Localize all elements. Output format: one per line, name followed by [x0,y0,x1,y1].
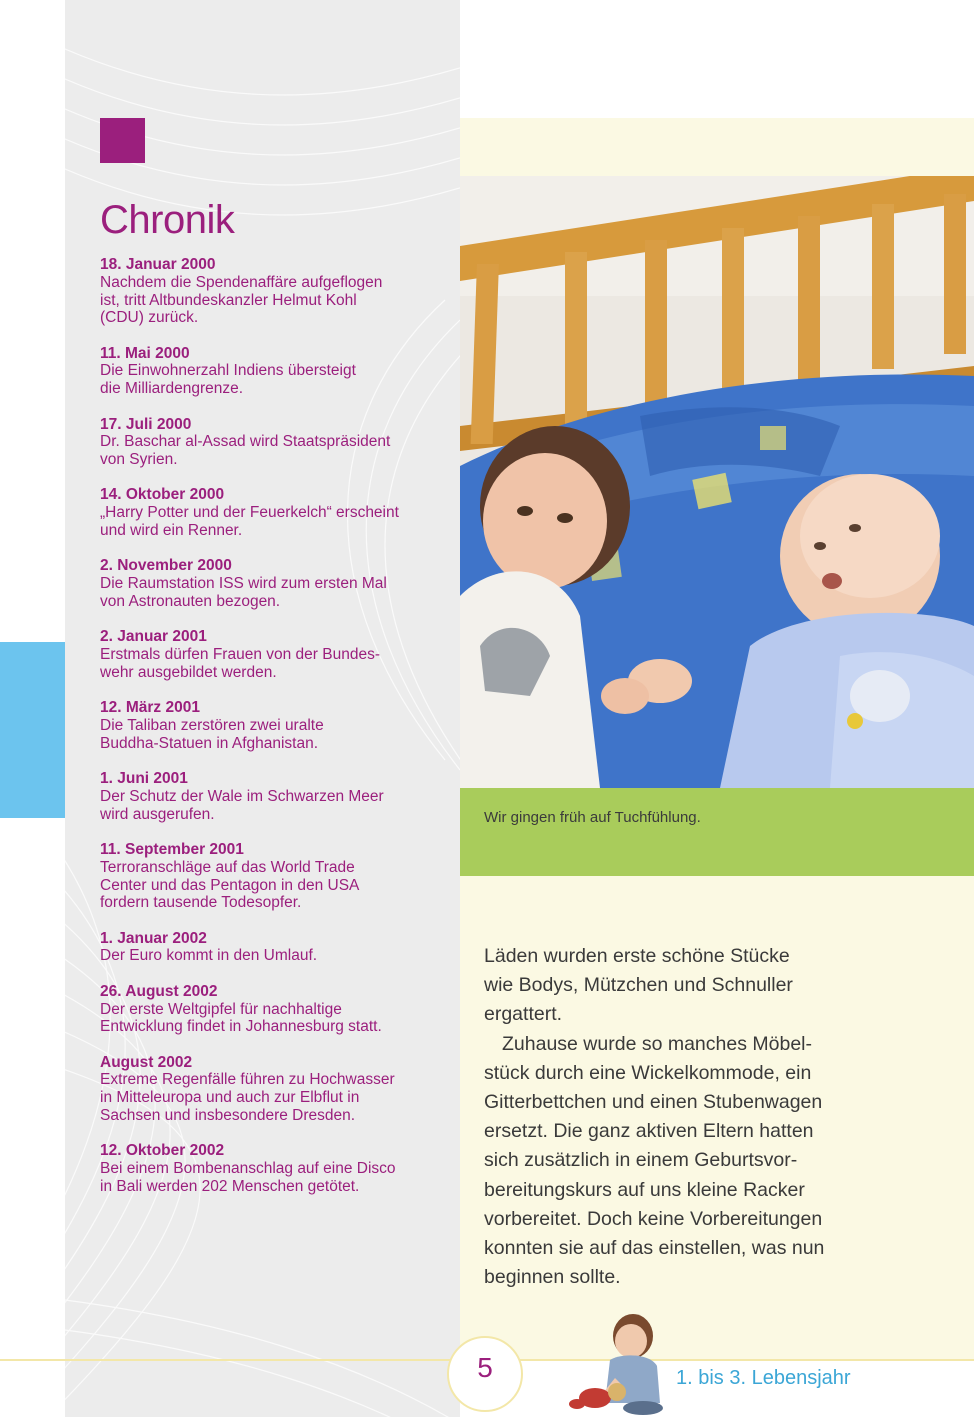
chronik-entry [100,486,440,539]
chronik-entry [100,930,440,966]
chronik-entry [100,983,440,1036]
chronik-entry [100,841,440,912]
body-paragraph: Läden wurden erste schöne Stücke wie Bodys, Mützchen und Schnuller ergattert. [484,945,793,1026]
body-text [484,942,954,1292]
entry-date: August 2002 [100,1053,193,1071]
entry-date: 12. März 2001 [100,699,200,717]
entry-date: 2. Januar 2001 [100,628,207,646]
chronik-entry [100,345,440,398]
toddler-icon [565,1308,675,1417]
entry-text: Der erste Weltgipfel für nachhaltige Entwicklung findet in Johannesburg statt. [100,1000,382,1036]
entry-date: 1. Januar 2002 [100,929,207,947]
chronik-entry [100,1054,440,1125]
entry-text: Der Schutz der Wale im Schwarzen Meer wird ausgerufen. [100,787,384,823]
entry-date: 12. Oktober 2002 [100,1142,225,1160]
entry-text: „Harry Potter und der Feuerkelch“ erscheint und wird ein Renner. [100,504,399,540]
entry-text: Der Euro kommt in den Umlauf. [100,947,318,965]
section-label: 1. bis 3. Lebensjahr [676,1367,851,1389]
entry-text: Die Einwohnerzahl Indiens übersteigt die Milliardengrenze. [100,362,356,398]
photo-caption: Wir gingen früh auf Tuchfühlung. [484,809,701,826]
cream-band-top [460,118,974,176]
entry-text: Extreme Regenfälle führen zu Hochwasser in Mitteleuropa und auch zur Elbflut in Sachsen und insbesondere Dresden. [100,1071,395,1124]
chronik-entry [100,416,440,469]
caption-band [460,788,974,876]
entry-date: 26. August 2002 [100,982,218,1000]
entry-text: Bei einem Bombenanschlag auf eine Disco in Bali werden 202 Menschen getötet. [100,1160,396,1195]
chronik-entry [100,699,440,752]
chronik-list [100,256,440,1213]
entry-date: 11. September 2001 [100,840,244,858]
entry-text: Die Taliban zerstören zwei uralte Buddha-Statuen in Afghanistan. [100,716,324,752]
section-tab-blue [0,642,65,818]
chronik-entry [100,770,440,823]
chronik-entry [100,628,440,681]
entry-text: Dr. Baschar al-Assad wird Staatspräsident von Syrien. [100,433,391,469]
entry-text: Erstmals dürfen Frauen von der Bundes- wehr ausgebildet werden. [100,646,380,681]
entry-text: Terroranschläge auf das World Trade Center und das Pentagon in den USA fordern tausende Todesopfer. [100,858,360,912]
babies-in-crib-illustration [460,176,974,788]
entry-date: 2. November 2000 [100,557,232,575]
accent-square [100,118,145,163]
babies-photo [460,176,974,788]
entry-date: 1. Juni 2001 [100,770,188,788]
entry-text: Nachdem die Spendenaffäre aufgeflogen ist, tritt Altbundeskanzler Helmut Kohl (CDU) zurück. [100,273,383,327]
entry-text: Die Raumstation ISS wird zum ersten Mal von Astronauten bezogen. [100,575,387,610]
chronik-entry [100,256,440,327]
page-number: 5 [477,1352,493,1383]
body-paragraph: Zuhause wurde so manches Möbel- stück durch eine Wickelkommode, ein Gitterbettchen und einen Stubenwagen ersetzt. Die ganz aktiven Eltern hatten sich zusätzlich in einem Geburtsvor- bereitungskurs auf uns kleine Racker vorbereitet. Doch keine Vorbereitungen konnten sie auf das einstellen, was nun beginnen sollte. [484,1032,825,1289]
chronik-entry [100,557,440,610]
entry-date: 14. Oktober 2000 [100,486,225,504]
chronik-entry [100,1142,440,1195]
entry-date: 11. Mai 2000 [100,344,190,362]
entry-date: 18. Januar 2000 [100,256,216,273]
entry-date: 17. Juli 2000 [100,415,192,433]
chronik-title: Chronik [100,198,235,242]
